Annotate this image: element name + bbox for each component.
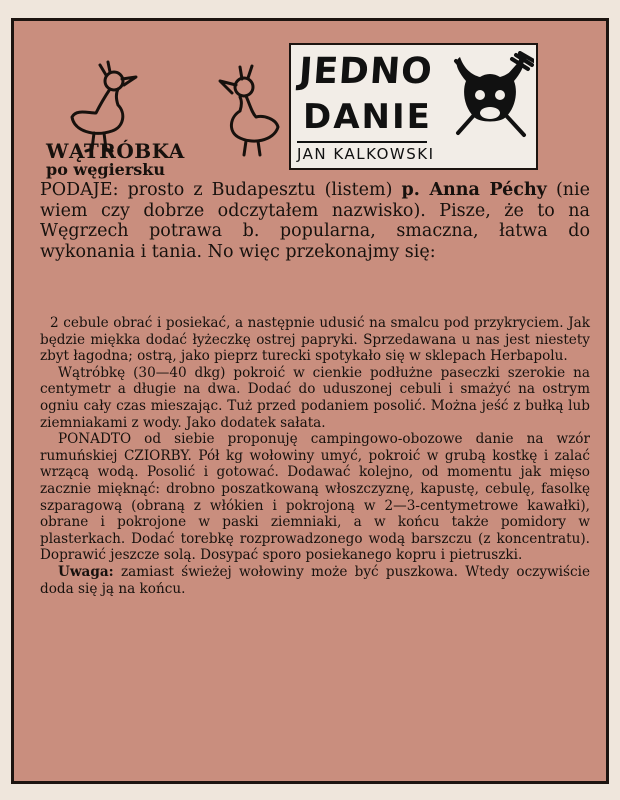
paragraph-onions: 2 cebule obrać i posiekać, a następnie udusić na smalcu pod przykryciem. Jak będzie miękka dodać łyżeczkę ostrej papryki. Sprzedawana u nas jest niestety zbyt łagodna; ostrą, jako pieprz turecki spotykało się w sklepach Herbapolu.: [40, 315, 590, 365]
logo-word-danie: DANIE: [303, 97, 432, 137]
dish-title-main: WĄTRÓBKA: [46, 139, 185, 163]
bull-fork-knife-icon: [446, 51, 534, 143]
sender-name: p. Anna Péchy: [401, 180, 547, 200]
logo-divider: [297, 141, 427, 143]
recipe-body: [40, 315, 590, 597]
dish-title: [46, 141, 185, 179]
intro-text-end: (nie wiem czy dobrze odczytałem nazwisko). Pisze, że to na Węgrzech potrawa b. popularna, smaczna, łatwa do wykonania i tania. No więc przekonajmy się:: [40, 180, 590, 262]
logo-author: JAN KALKOWSKI: [297, 145, 435, 163]
intro-text-start: PODAJE: prosto z Budapesztu (listem): [40, 180, 402, 200]
paragraph-note: [40, 564, 590, 597]
logo-word-jedno: JEDNO: [297, 51, 435, 92]
column-logo: [289, 43, 538, 170]
paragraph-liver: Wątróbkę (30—40 dkg) pokroić w cienkie podłużne paseczki szerokie na centymetr a długie na dwa. Dodać do uduszonej cebuli i smażyć na ostrym ogniu cały czas mieszając. Tuż przed podaniem posolić. Można jeść z bułką lub ziemniakami z wody. Jako dodatek sałata.: [40, 364, 590, 431]
dish-title-sub: po węgiersku: [46, 160, 165, 179]
note-label: Uwaga:: [58, 563, 114, 580]
paragraph-ciorba: PONADTO od siebie proponuję campingowo-obozowe danie na wzór rumuńskiej CZIORBY. Pół kg wołowiny umyć, pokroić w grubą kostkę i zalać wrzącą wodą. Posolić i gotować. Dodawać kolejno, od momentu jak mięso zacznie mięknąć: drobno poszatkowaną włoszczyznę, kapustę, cebulę, fasolkę szparagową (obraną z włókien i pokrojoną w 2—3-centymetrowe kawałki), obrane i pokrojone w paski ziemniaki, a w końcu także pomidory w plasterkach. Dodać torebkę rozprowadzonego wodą barszczu (z koncentratu). Doprawić jeszcze solą. Dosypać sporo posiekanego kopru i pietruszki.: [40, 431, 590, 564]
note-text: zamiast świeżej wołowiny może być puszkowa. Wtedy oczywiście doda się ją na końcu.: [40, 563, 590, 597]
intro-paragraph: [40, 180, 590, 262]
